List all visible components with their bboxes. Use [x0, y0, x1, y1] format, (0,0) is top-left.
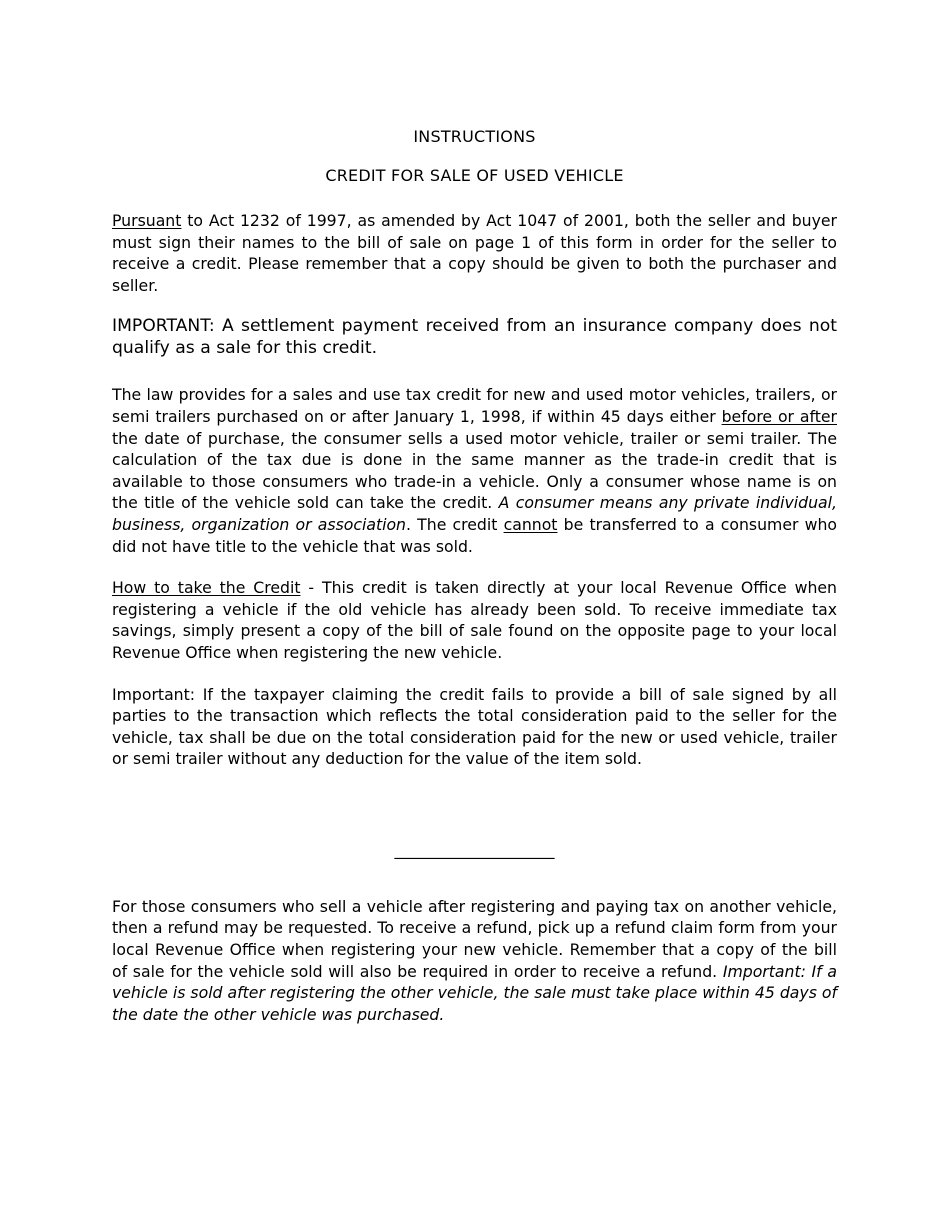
- paragraph-text: - This credit is taken directly at your local Revenue Office when registering a vehicle if the old vehicle has already been sold. To receive immediate tax savings, simply present a copy of the bill of sale found on the opposite page to your local Revenue Office when registering the new vehicle.: [112, 578, 837, 662]
- paragraph-act-reference: [112, 210, 837, 296]
- paragraph-important-bill-of-sale: Important: If the taxpayer claiming the credit fails to provide a bill of sale signed by all parties to the transaction which reflects the total consideration paid to the seller for the vehicle, tax shall be due on the total consideration paid for the new or used vehicle, trailer or semi trailer without any deduction for the value of the item sold.: [112, 684, 837, 769]
- italic-important-refund: Important: If a vehicle is sold after registering the other vehicle, the sale must take place within 45 days of the date the other vehicle was purchased.: [112, 961, 837, 1024]
- italic-consumer-definition: A consumer means any private individual, business, organization or association: [112, 493, 837, 534]
- important-notice: IMPORTANT: A settlement payment received from an insurance company does not qualify as a sale for this credit.: [112, 316, 837, 358]
- paragraph-text: The law provides for a sales and use tax credit for new and used motor vehicles, trailers, or semi trailers purchased on or after January 1, 1998, if within 45 days either: [112, 385, 837, 426]
- paragraph-text: to Act 1232 of 1997, as amended by Act 1047 of 2001, both the seller and buyer must sign their names to the bill of sale on page 1 of this form in order for the seller to receive a credit. Please remember that a copy should be given to both the purchaser and seller.: [112, 211, 837, 295]
- page-subtitle: CREDIT FOR SALE OF USED VEHICLE: [325, 166, 624, 185]
- underlined-cannot: cannot: [503, 514, 558, 534]
- paragraph-text: For those consumers who sell a vehicle after registering and paying tax on another vehicle, then a refund may be requested. To receive a refund, pick up a refund claim form from your local Revenue Office when registering your new vehicle. Remember that a copy of the bill of sale for the vehicle sold will also be required in order to receive a refund.: [112, 896, 837, 981]
- paragraph-text: . The credit: [406, 514, 504, 534]
- paragraph-refund: [112, 896, 837, 1026]
- page-title: INSTRUCTIONS: [413, 127, 536, 146]
- paragraph-text: be transferred to a consumer who did not have title to the vehicle that was sold.: [112, 514, 837, 556]
- underlined-how-to-take-credit: How to take the Credit: [112, 578, 301, 598]
- underlined-before-after: before or after: [721, 406, 837, 426]
- paragraph-law-provides: [112, 384, 837, 557]
- paragraph-text: the date of purchase, the consumer sells a used motor vehicle, trailer or semi trailer. The calculation of the tax due is done in the same manner as the trade-in credit that is available to those consumers who trade-in a vehicle. Only a consumer whose name is on the title of the vehicle sold can take the credit.: [112, 428, 837, 513]
- divider-line: ____________________: [394, 839, 555, 859]
- paragraph-how-to-take-credit: [112, 577, 837, 663]
- instructions-page: [112, 126, 837, 1045]
- underlined-pursuant: Pursuant: [112, 211, 182, 230]
